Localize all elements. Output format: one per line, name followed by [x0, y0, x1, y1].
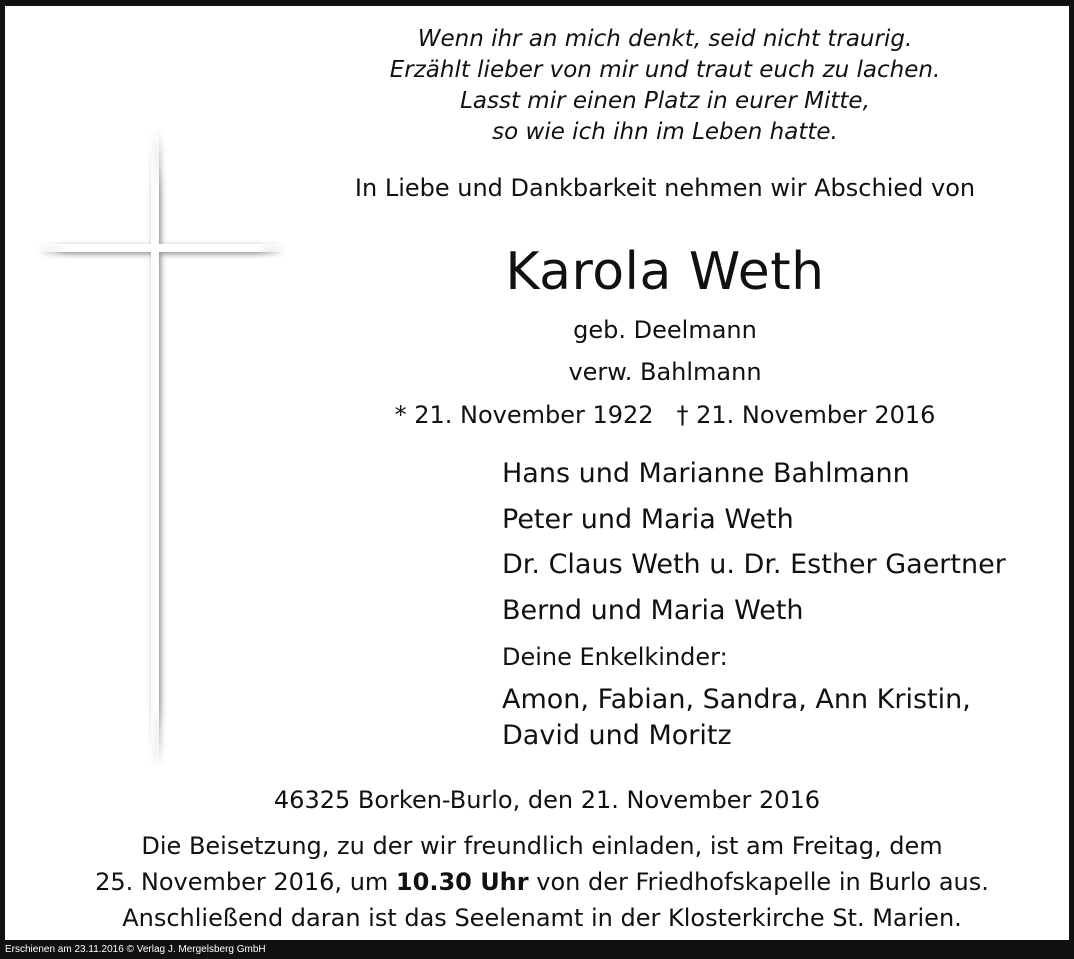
notice-text: 25. November 2016, um: [95, 868, 396, 896]
intro-text: In Liebe und Dankbarkeit nehmen wir Abschied von: [354, 174, 976, 202]
life-dates: [305, 401, 1025, 429]
quote-line-3: Lasst mir einen Platz in eurer Mitte,: [460, 88, 870, 114]
funeral-notice-line-3: Anschließend daran ist das Seelenamt in der Klosterkirche St. Marien.: [122, 904, 962, 932]
funeral-notice-line-1: Die Beisetzung, zu der wir freundlich einladen, ist am Freitag, dem: [141, 832, 943, 860]
cross-icon: [35, 126, 285, 766]
place-date: 46325 Borken-Burlo, den 21. November 2016: [273, 786, 821, 814]
birth-name: geb. Deelmann: [573, 316, 757, 344]
family-member: Bernd und Maria Weth: [502, 595, 804, 626]
notice-text: von der Friedhofskapelle in Burlo aus.: [528, 868, 989, 896]
funeral-time: 10.30 Uhr: [395, 868, 529, 896]
family-member: Dr. Claus Weth u. Dr. Esther Gaertner: [502, 549, 1006, 580]
family-member: Peter und Maria Weth: [502, 504, 794, 535]
grandchildren-line: Amon, Fabian, Sandra, Ann Kristin,: [502, 684, 971, 715]
publication-credit: Erschienen am 23.11.2016 © Verlag J. Mergelsberg GmbH: [5, 944, 266, 955]
funeral-notice-line-2: [5, 868, 1074, 896]
grandchildren-label: Deine Enkelkinder:: [502, 643, 728, 671]
family-member: Hans und Marianne Bahlmann: [502, 458, 910, 489]
death-date: † 21. November 2016: [676, 401, 936, 429]
quote-line-2: Erzählt lieber von mir und traut euch zu lachen.: [389, 57, 941, 83]
grandchildren-line: David und Moritz: [502, 720, 732, 751]
deceased-name: Karola Weth: [505, 242, 825, 302]
quote-line-1: Wenn ihr an mich denkt, seid nicht traurig.: [417, 26, 913, 52]
birth-date: * 21. November 1922: [394, 401, 654, 429]
widowed-name: verw. Bahlmann: [568, 358, 762, 386]
publication-footer: [0, 940, 1074, 959]
quote-line-4: so wie ich ihn im Leben hatte.: [492, 119, 838, 145]
